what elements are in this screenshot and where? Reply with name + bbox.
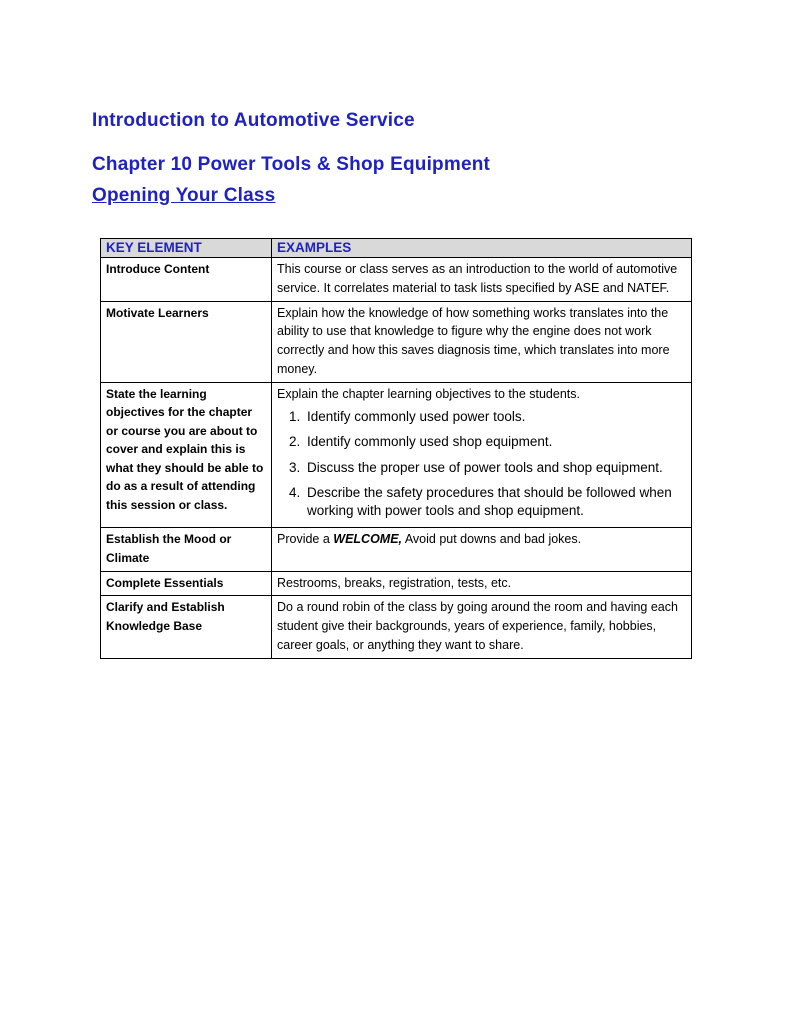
key-element-cell: Establish the Mood or Climate bbox=[101, 528, 272, 571]
example-paragraph bbox=[277, 574, 684, 593]
objective-item: 1. Identify commonly used power tools. bbox=[304, 408, 684, 426]
text-segment: Do a round robin of the class by going around the room and having each student give their backgrounds, years of experience, family, hobbies, career goals, or anything they want to share. bbox=[277, 600, 678, 652]
key-element-cell: State the learning objectives for the chapter or course you are about to cover and explain this is what they should be able to do as a result of attending this session or class. bbox=[101, 382, 272, 528]
example-cell bbox=[272, 596, 692, 658]
key-element-cell: Complete Essentials bbox=[101, 571, 272, 596]
table-body bbox=[101, 258, 692, 659]
objectives-list bbox=[277, 408, 684, 520]
table-row bbox=[101, 596, 692, 658]
text-segment: Explain how the knowledge of how something works translates into the ability to use that knowledge to figure why the engine does not work correctly and how this saves diagnosis time, which translates into more money. bbox=[277, 305, 670, 376]
example-cell bbox=[272, 571, 692, 596]
example-paragraph bbox=[277, 385, 684, 404]
table-row bbox=[101, 258, 692, 302]
emphasized-text: WELCOME, bbox=[333, 532, 403, 547]
text-segment: Provide a bbox=[277, 532, 334, 547]
objective-item: 2. Identify commonly used shop equipment. bbox=[304, 433, 684, 451]
example-paragraph bbox=[277, 260, 684, 298]
table-row bbox=[101, 571, 692, 596]
text-segment: Explain the chapter learning objectives to the students. bbox=[277, 386, 580, 401]
example-cell bbox=[272, 258, 692, 302]
table-row bbox=[101, 382, 692, 528]
objective-item: 3. Discuss the proper use of power tools and shop equipment. bbox=[304, 459, 684, 477]
text-segment: Restrooms, breaks, registration, tests, etc. bbox=[277, 575, 512, 590]
key-element-cell: Clarify and Establish Knowledge Base bbox=[101, 596, 272, 658]
example-paragraph bbox=[277, 598, 684, 654]
text-segment: Avoid put downs and bad jokes. bbox=[402, 532, 582, 547]
table-row bbox=[101, 528, 692, 571]
section-heading: Opening Your Class bbox=[92, 185, 276, 206]
example-cell bbox=[272, 382, 692, 528]
table-header-row bbox=[101, 239, 692, 258]
chapter-heading: Chapter 10 Power Tools & Shop Equipment bbox=[92, 154, 491, 175]
example-paragraph bbox=[277, 304, 684, 379]
text-segment: This course or class serves as an introduction to the world of automotive service. It correlates material to task lists specified by ASE and NATEF. bbox=[277, 262, 678, 295]
objective-item: 4. Describe the safety procedures that should be followed when working with power tools and shop equipment. bbox=[304, 484, 684, 520]
example-cell bbox=[272, 301, 692, 382]
column-header-key-element: KEY ELEMENT bbox=[101, 239, 272, 258]
example-paragraph bbox=[277, 530, 684, 549]
key-element-table bbox=[100, 238, 692, 659]
example-cell bbox=[272, 528, 692, 571]
key-element-cell: Motivate Learners bbox=[101, 301, 272, 382]
key-element-cell: Introduce Content bbox=[101, 258, 272, 302]
table-row bbox=[101, 301, 692, 382]
column-header-examples: EXAMPLES bbox=[272, 239, 692, 258]
document-title: Introduction to Automotive Service bbox=[92, 110, 415, 131]
